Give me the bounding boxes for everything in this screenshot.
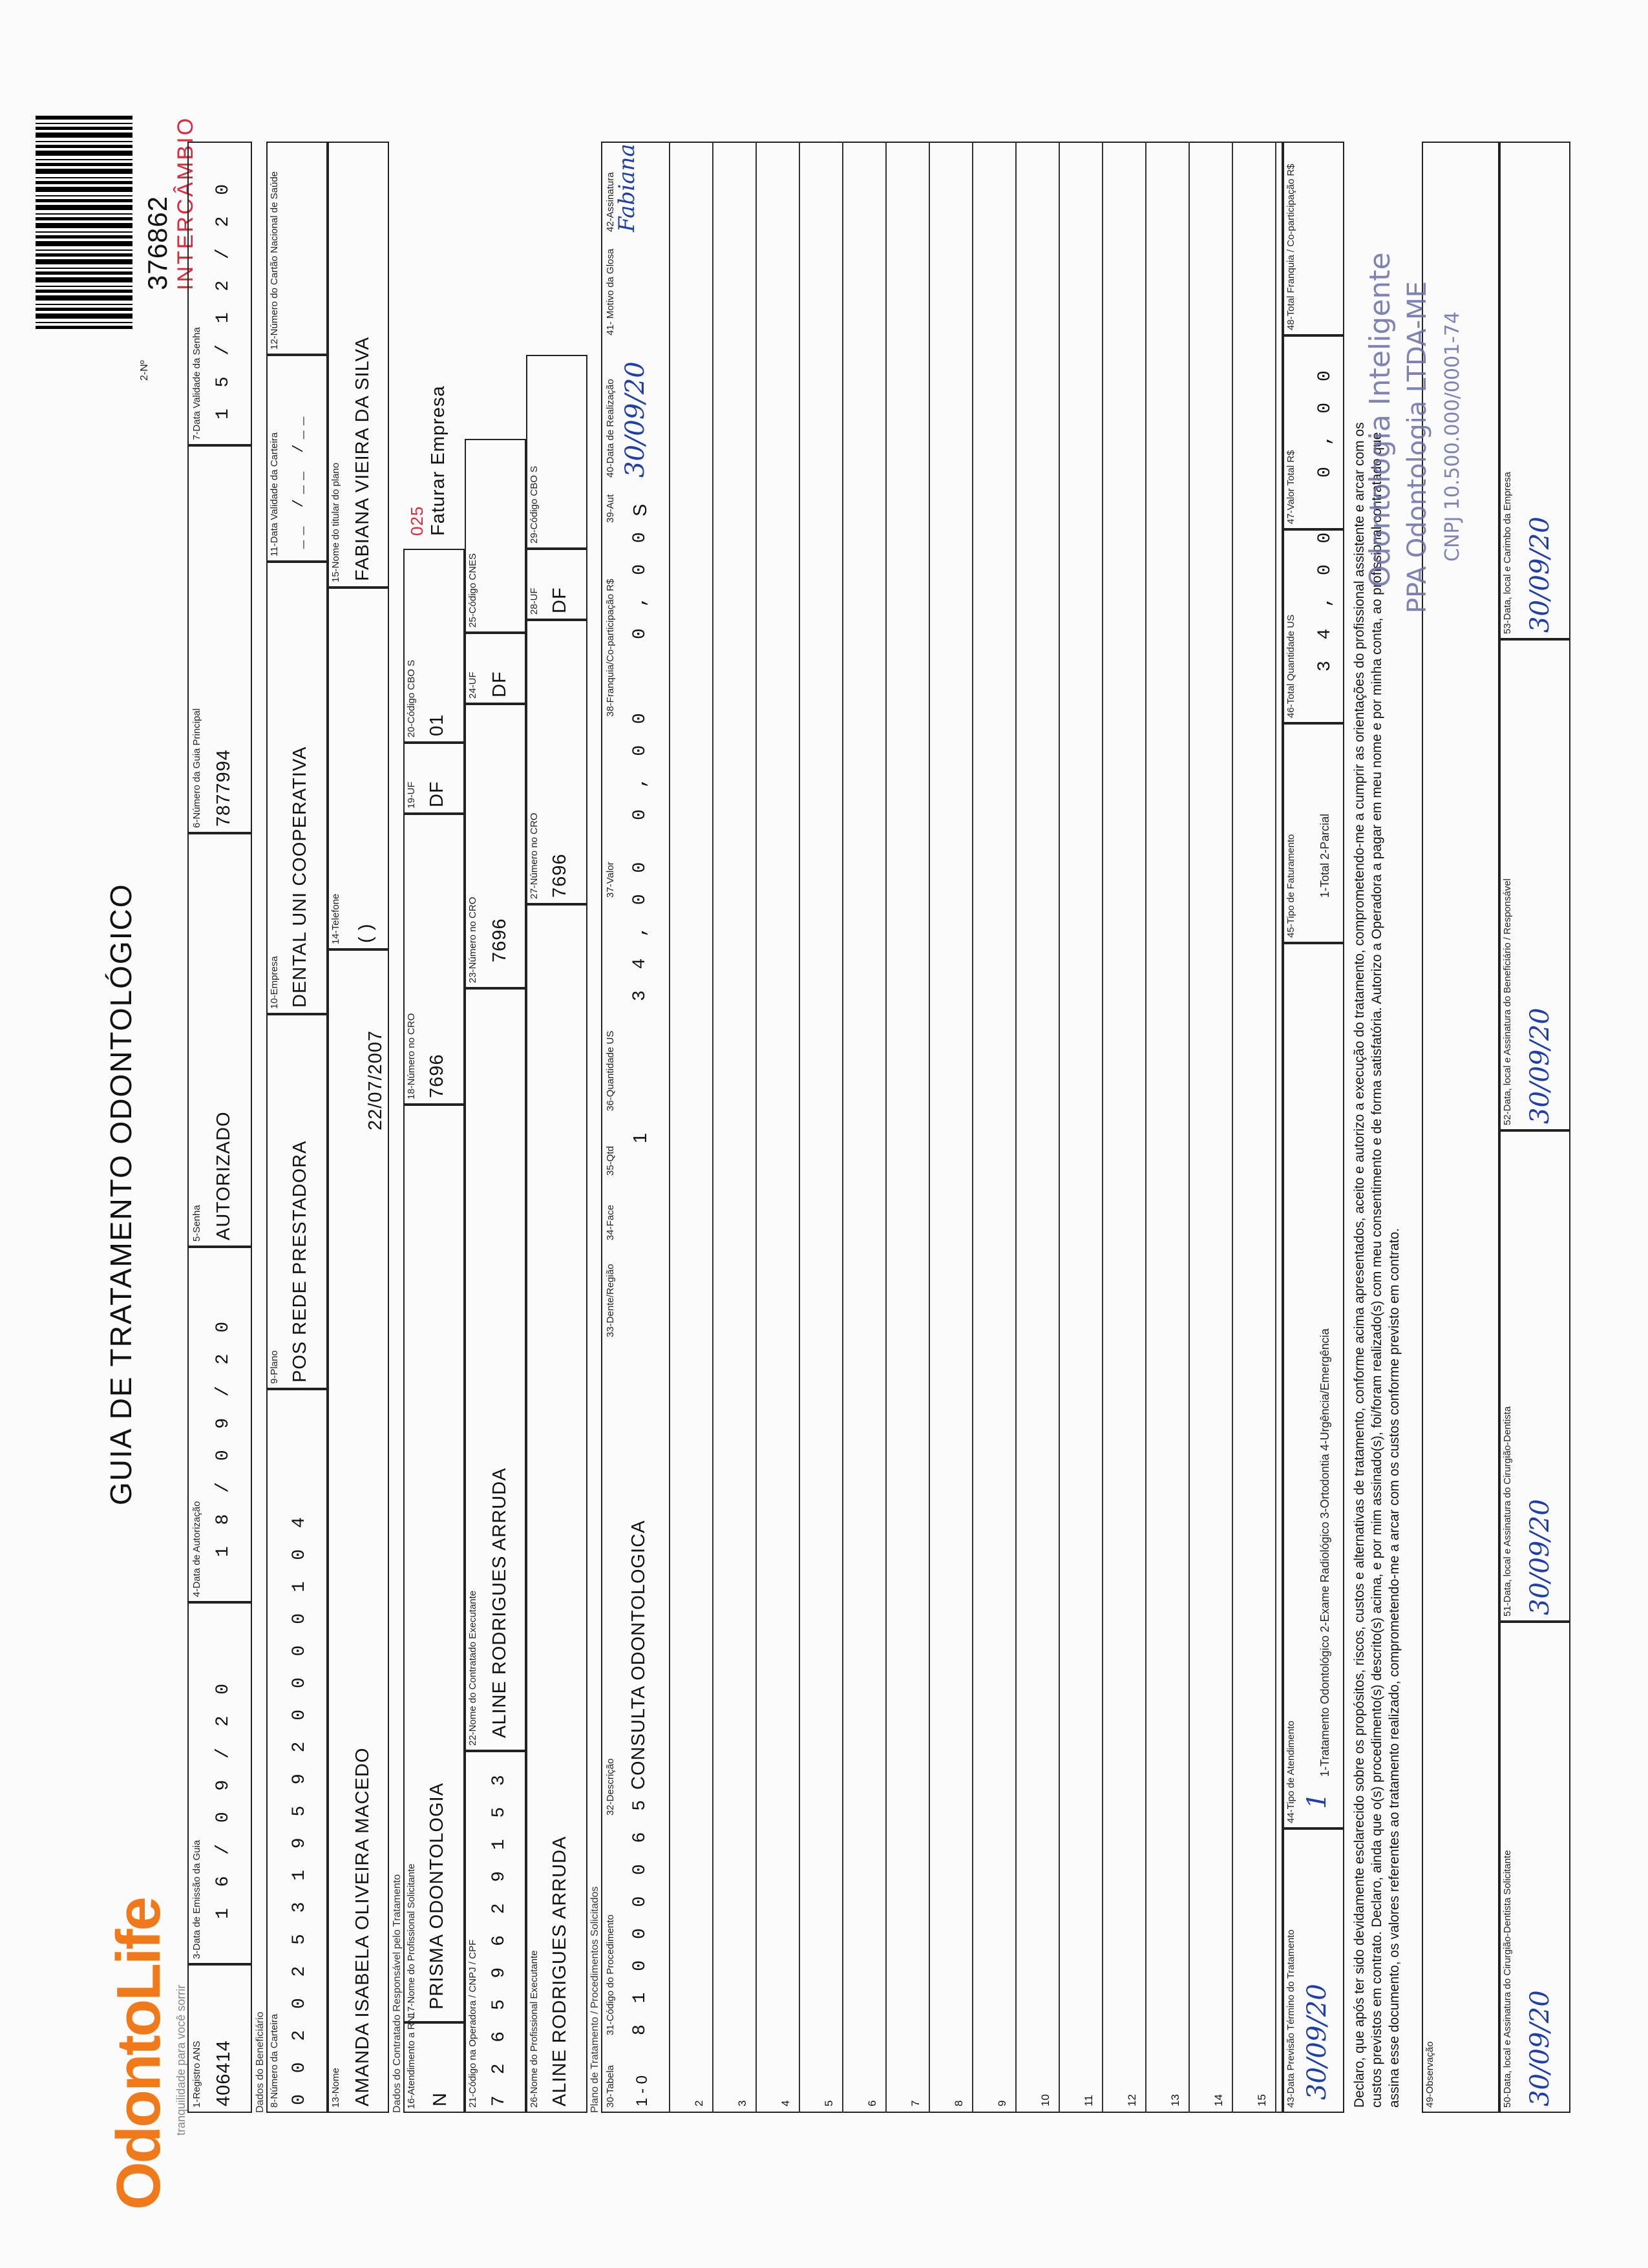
data-emissao-value: 1 6 / 0 9 / 2 0 <box>213 1678 233 1919</box>
guide-number-label: 2-Nº <box>139 360 150 381</box>
row1-assinatura: Fabiana <box>614 143 640 232</box>
col-data-realizacao: 40-Data de Realização <box>605 379 616 478</box>
contratado-label: 22-Nome do Contratado Executante <box>467 1590 478 1746</box>
nascimento-value: 22/07/2007 <box>365 1030 386 1130</box>
validade-senha-value: 1 5 / 1 2 / 2 0 <box>213 178 233 419</box>
table-row <box>842 142 843 2113</box>
profissional-solicitante-value: PRISMA ODONTOLOGIA <box>427 1782 447 2009</box>
faturamento-code: 025 <box>407 505 427 536</box>
guia-principal-label: 6-Número da Guia Principal <box>191 708 202 828</box>
col-descricao: 32-Descrição <box>605 1758 616 1816</box>
cns-label: 12-Número do Cartão Nacional de Saúde <box>269 171 280 350</box>
data-autorizacao-label: 4-Data de Autorização <box>191 1501 202 1597</box>
telefone-value: ( ) <box>355 923 376 943</box>
procedures-table <box>601 142 1283 2113</box>
col-aut: 39-Aut <box>605 494 616 523</box>
cro-value: 7696 <box>427 1054 447 1098</box>
row-number: 10 <box>1039 2094 1051 2106</box>
registro-ans-value: 406414 <box>213 2040 234 2106</box>
table-row <box>885 142 887 2113</box>
row-number: 3 <box>736 2100 748 2106</box>
tipo-atendimento-value: 1 <box>1302 1792 1332 1809</box>
cro2-label: 23-Número no CRO <box>467 896 478 983</box>
plano-label: 9-Plano <box>269 1350 280 1384</box>
previsao-label: 43-Data Previsão Término do Tratamento <box>1285 1929 1296 2108</box>
col-valor: 37-Valor <box>605 862 616 898</box>
observacao-label: 49-Observação <box>1424 2041 1435 2108</box>
logo-tagline: tranquilidade para você sorrir <box>174 1984 187 2136</box>
table-row <box>1059 142 1060 2113</box>
row1-tabela: 1 - 0 <box>633 2075 651 2106</box>
assinatura-52-label: 52-Data, local e Assinatura do Beneficiário / Responsável <box>1502 878 1513 1125</box>
uf2-value: DF <box>489 671 510 697</box>
cbos2-label: 29-Código CBO S <box>529 465 540 544</box>
faturamento-value: Faturar Empresa <box>428 385 449 536</box>
row-number: 4 <box>779 2100 792 2106</box>
col-quantidade-us: 36-Quantidade US <box>605 1030 616 1111</box>
uf3-label: 28-UF <box>529 588 540 615</box>
assinatura-50-date: 30/09/20 <box>1525 1990 1555 2106</box>
declaration-text: Declaro, que após ter sido devidamente esclarecido sobre os propósitos, riscos, custos e alternativas de tratamento, conforme acima apresentados, aceito e autorizo a execução do tratamento, comprometendo-me a cumprir as orientações do profissional assistente e arcar com os custos previstos em contrato. Declaro, ainda que o(s) procedimento(s) descrito(s) acima, e por mim assinado(s), foi/foram realizado(s) com meu consentimento e de forma satisfatória. Autorizo a Operadora a pagar em meu nome e por minha conta, ao profissional contratado que assina esse documento, os valores referentes ao tratamento realizado, comprometendo-me a arcar com os custos conforme previsto em contrato. <box>1352 422 1402 2108</box>
table-row <box>1102 142 1103 2113</box>
titular-value: FABIANA VIEIRA DA SILVA <box>352 336 373 581</box>
total-us-label: 46-Total Quantidade US <box>1285 614 1296 718</box>
cnes-label: 25-Código CNES <box>467 553 478 628</box>
assinatura-53-date: 30/09/20 <box>1525 516 1555 633</box>
uf2-label: 24-UF <box>467 672 478 699</box>
row1-valor: 0 , 0 0 <box>630 708 650 820</box>
col-franquia: 38-Franquia/Co-participação R$ <box>605 578 616 717</box>
nome-value: AMANDA ISABELA OLIVEIRA MACEDO <box>352 1747 373 2106</box>
table-row <box>755 142 757 2113</box>
cbos-label: 20-Código CBO S <box>406 659 417 737</box>
row-number: 11 <box>1083 2095 1095 2106</box>
page-title: GUIA DE TRATAMENTO ODONTOLÓGICO <box>104 883 138 1505</box>
assinatura-52-date: 30/09/20 <box>1525 1008 1555 1124</box>
row1-descricao: CONSULTA ODONTOLOGICA <box>628 1520 649 1790</box>
table-row <box>972 142 973 2113</box>
nome-label: 13-Nome <box>330 2068 341 2108</box>
row-number: 12 <box>1126 2094 1138 2106</box>
empresa-label: 10-Empresa <box>269 956 280 1009</box>
row1-qtd: 1 <box>630 1132 651 1143</box>
col-codigo: 31-Código do Procedimento <box>605 1914 616 2035</box>
valor-total-value: 0 , 0 0 <box>1315 365 1335 478</box>
executante-label: 26-Nome do Profissional Executante <box>529 1950 540 2108</box>
row-number: 8 <box>953 2100 965 2106</box>
cbos-value: 01 <box>427 714 447 736</box>
carteira-label: 8-Número da Carteira <box>269 2013 280 2108</box>
table-row <box>1145 142 1146 2113</box>
table-row <box>1188 142 1190 2113</box>
beneficiario-section-label: Dados do Beneficiário <box>255 2011 266 2113</box>
previsao-value: 30/09/20 <box>1302 1984 1332 2100</box>
tipo-faturamento-options: 1-Total 2-Parcial <box>1318 813 1331 898</box>
senha-label: 5-Senha <box>191 1205 202 1242</box>
atendimento-rn-value: N <box>430 2092 450 2106</box>
table-row <box>712 142 713 2113</box>
plano-section-label: Plano de Tratamento / Procedimentos Solicitados <box>589 1886 600 2113</box>
table-row <box>1015 142 1017 2113</box>
empresa-value: DENTAL UNI COOPERATIVA <box>290 746 310 1008</box>
titular-label: 15-Nome do titular do plano <box>330 462 341 582</box>
assinatura-53-label: 53-Data, local e Carimbo da Empresa <box>1502 472 1513 634</box>
valor-total-label: 47-Valor Total R$ <box>1285 450 1296 524</box>
validade-senha-label: 7-Data Validade da Senha <box>191 327 202 440</box>
row1-aut: S <box>630 503 651 516</box>
plano-value: POS REDE PRESTADORA <box>290 1140 310 1383</box>
intercambio-badge: INTERCÂMBIO <box>173 116 198 290</box>
col-assinatura: 42-Assinatura <box>605 172 616 232</box>
barcode-image <box>36 116 132 329</box>
row-number: 15 <box>1256 2094 1268 2106</box>
row-number: 13 <box>1169 2094 1181 2106</box>
row-number: 2 <box>693 2100 705 2106</box>
profissional-solicitante-label: 17-Nome do Profissional Solicitante <box>406 1863 417 2017</box>
data-emissao-label: 3-Data de Emissão da Guia <box>191 1839 202 1959</box>
col-dente: 33-Dente/Região <box>605 1264 616 1337</box>
carteira-value: 0 0 2 0 2 5 3 1 9 5 9 2 0 0 0 0 1 0 4 <box>290 1512 310 2105</box>
row1-quantidade-us: 3 4 , 0 0 <box>630 856 650 1001</box>
uf3-value: DF <box>549 587 570 613</box>
table-row <box>1232 142 1233 2113</box>
cro-label: 18-Número no CRO <box>406 1013 417 1099</box>
col-tabela: 30-Tabela <box>605 2065 616 2108</box>
table-row <box>1275 142 1276 2113</box>
row-number: 6 <box>866 2100 878 2106</box>
col-face: 34-Face <box>605 1204 616 1240</box>
franquia-total-label: 48-Total Franquia / Co-participação R$ <box>1285 164 1296 330</box>
guide-number: 376862 <box>142 195 173 290</box>
company-stamp-line3: CNPJ 10.500.000/0001-74 <box>1441 311 1464 562</box>
assinatura-51-label: 51-Data, local e Assinatura do Cirurgião-Dentista <box>1502 1406 1513 1616</box>
total-us-value: 3 4 , 0 0 <box>1315 527 1335 672</box>
company-stamp-line2: PPA Odontologia LTDA-ME <box>1402 281 1432 613</box>
row1-franquia: 0 , 0 0 <box>630 527 650 639</box>
row1-data-realizacao: 30/09/20 <box>620 361 650 478</box>
table-row <box>669 142 670 2113</box>
odontolife-logo: OdontoLife <box>104 1898 173 2210</box>
row-number: 9 <box>996 2100 1008 2106</box>
atendimento-rn-label: 16-Atendimento a RN <box>406 2015 417 2109</box>
assinatura-51-date: 30/09/20 <box>1525 1499 1555 1615</box>
data-autorizacao-value: 1 8 / 0 9 / 2 0 <box>213 1316 233 1557</box>
tipo-faturamento-label: 45-Tipo de Faturamento <box>1285 834 1296 938</box>
cnpj-value: 7 2 6 5 9 6 2 9 1 5 3 <box>489 1770 509 2106</box>
col-qtd: 35-Qtd <box>605 1146 616 1176</box>
table-row <box>929 142 930 2113</box>
validade-carteira-label: 11-Data Validade da Carteira <box>269 432 280 556</box>
row-number: 7 <box>909 2100 922 2106</box>
tipo-atendimento-options: 1-Tratamento Odontológico 2-Exame Radiológico 3-Ortodontia 4-Urgência/Emergência <box>1318 1328 1331 1777</box>
field-tipo-atendimento <box>1283 943 1344 1828</box>
cro3-label: 27-Número no CRO <box>529 812 540 899</box>
uf-value: DF <box>427 781 447 807</box>
registro-ans-label: 1-Registro ANS <box>191 2040 202 2108</box>
senha-value: AUTORIZADO <box>213 1111 234 1240</box>
assinatura-50-label: 50-Data, local e Assinatura do Cirurgião-Dentista Solicitante <box>1502 1850 1513 2108</box>
cro3-value: 7696 <box>549 853 570 898</box>
guia-principal-value: 7877994 <box>213 749 234 827</box>
validade-carteira-value: __ /__ /__ <box>291 411 307 549</box>
col-motivo-glosa: 41- Motivo da Glosa <box>605 248 616 335</box>
cro2-value: 7696 <box>489 918 510 962</box>
cnpj-label: 21-Código na Operadora / CNPJ / CPF <box>467 1939 478 2108</box>
table-row <box>799 142 800 2113</box>
executante-value: ALINE RODRIGUES ARRUDA <box>549 1836 570 2106</box>
telefone-label: 14-Telefone <box>330 893 341 944</box>
contratado-section-label: Dados do Contratado Responsável pelo Tratamento <box>392 1874 403 2113</box>
row1-codigo: 8 1 0 0 0 0 6 5 <box>630 1794 650 2035</box>
contratado-value: ALINE RODRIGUES ARRUDA <box>489 1467 510 1738</box>
company-stamp-line1: Odontologia Inteligente <box>1364 252 1397 588</box>
tipo-atendimento-label: 44-Tipo de Atendimento <box>1285 1721 1296 1823</box>
row-number: 14 <box>1212 2094 1225 2106</box>
uf-label: 19-UF <box>406 781 417 809</box>
row-number: 5 <box>823 2100 835 2106</box>
